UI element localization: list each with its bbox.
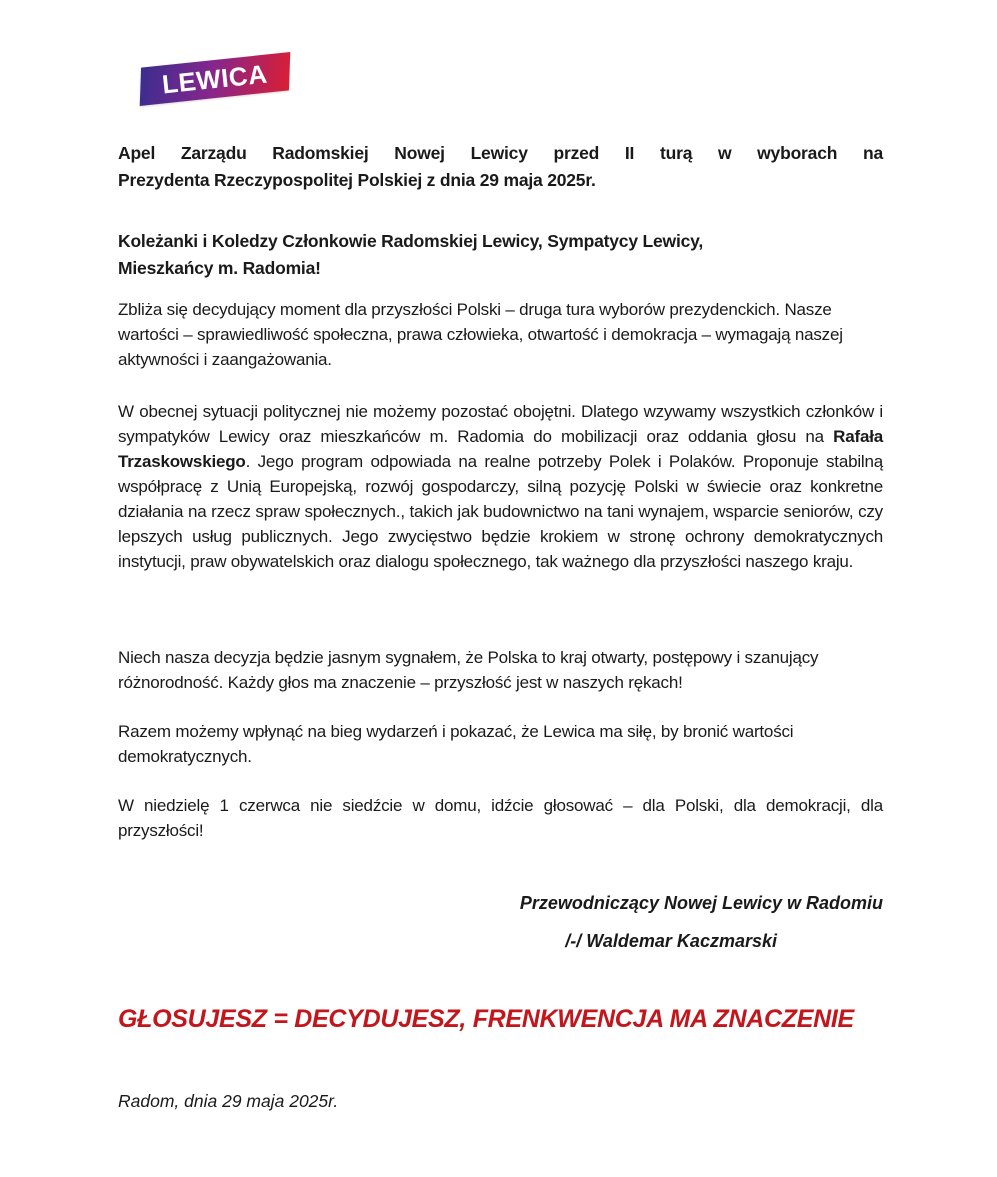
paragraph-appeal-post: . Jego program odpowiada na realne potrzeby Polek i Polaków. Proponuje stabilną współpracę z Unią Europejską, rozwój gospodarczy, silną pozycję Polski w świecie oraz konkretne działania na rzecz spraw społecznych., takich jak budownictwo na tani wynajem, wsparcie seniorów, czy lepszych usług publicznych. Jego zwycięstwo będzie krokiem w stronę ochrony demokratycznych instytucji, praw obywatelskich oraz dialogu społecznego, tak ważnego dla przyszłości naszego kraju. [118, 452, 883, 571]
lewica-logo [140, 52, 291, 106]
salutation-line2: Mieszkańcy m. Radomia! [118, 258, 321, 278]
paragraph-signal: Niech nasza decyzja będzie jasnym sygnałem, że Polska to kraj otwarty, postępowy i szanujący różnorodność. Każdy głos ma znaczenie – przyszłość jest w naszych rękach! [118, 648, 819, 692]
dateline: Radom, dnia 29 maja 2025r. [118, 1091, 339, 1111]
paragraph-appeal-pre: W obecnej sytuacji politycznej nie możemy pozostać obojętni. Dlatego wzywamy wszystkich członków i sympatyków Lewicy oraz mieszkańców m. Radomia do mobilizacji oraz oddania głosu na [118, 402, 883, 446]
paragraph-appeal [118, 399, 883, 574]
document-title-line1: Apel Zarządu Radomskiej Nowej Lewicy przed II turą w wyborach na [118, 143, 883, 163]
salutation-line1: Koleżanki i Koledzy Członkowie Radomskiej Lewicy, Sympatycy Lewicy, [118, 231, 704, 251]
document-title-line2: Prezydenta Rzeczypospolitej Polskiej z dnia 29 maja 2025r. [118, 170, 596, 190]
candidate-name: Rafała Trzaskowskiego [118, 427, 883, 471]
lewica-logo-text: LEWICA [160, 58, 269, 99]
salutation [118, 228, 883, 282]
signature-block [118, 892, 883, 952]
paragraph-call-to-vote: W niedzielę 1 czerwca nie siedźcie w domu, idźcie głosować – dla Polski, dla demokracji, dla przyszłości! [118, 796, 883, 840]
signature-name: /-/ Waldemar Kaczmarski [565, 931, 777, 951]
paragraph-intro: Zbliża się decydujący moment dla przyszłości Polski – druga tura wyborów prezydenckich. Nasze wartości – sprawiedliwość społeczna, prawa człowieka, otwartość i demokracja – wymagają naszej aktywności i zaangażowania. [118, 300, 843, 369]
signature-title: Przewodniczący Nowej Lewicy w Radomiu [519, 893, 883, 913]
paragraph-together: Razem możemy wpłynąć na bieg wydarzeń i pokazać, że Lewica ma siłę, by bronić wartości demokratycznych. [118, 722, 794, 766]
document-title [118, 140, 883, 194]
voting-slogan: GŁOSUJESZ = DECYDUJESZ, FRENKWENCJA MA ZNACZENIE [118, 1005, 854, 1033]
